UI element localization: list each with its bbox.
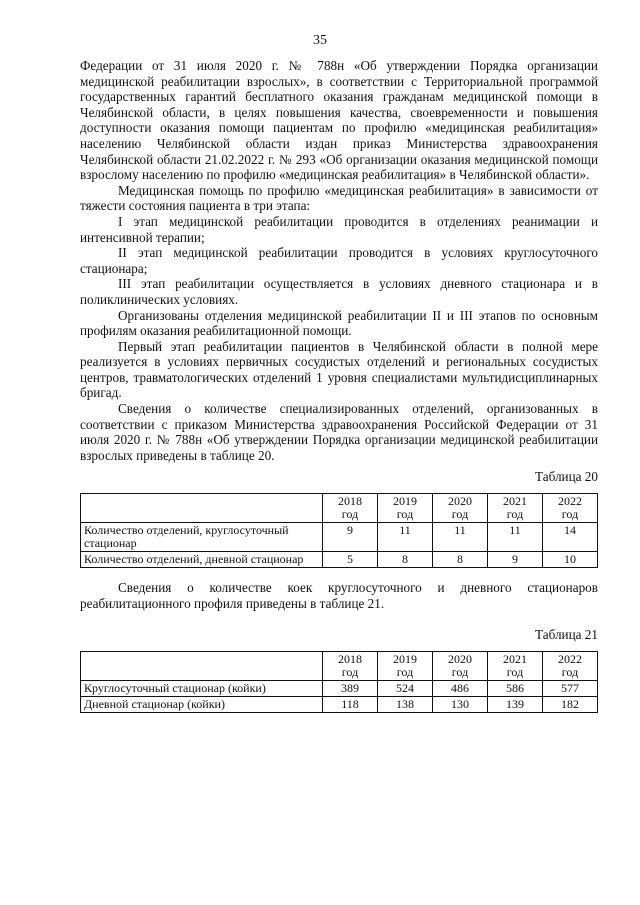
table-cell: 11: [433, 523, 488, 552]
table-20-corner-cell: [81, 494, 323, 523]
table-cell: 577: [543, 680, 598, 696]
paragraph-3: I этап медицинской реабилитации проводится в отделениях реанимации и интенсивной терапии;: [80, 213, 598, 245]
table-cell: 586: [488, 680, 543, 696]
table-row: [81, 552, 598, 568]
table-21-year-cell: 2019 год: [378, 651, 433, 680]
table-cell: 8: [378, 552, 433, 568]
table-20-year-cell: 2019 год: [378, 494, 433, 523]
paragraph-1: Федерации от 31 июля 2020 г. № 788н «Об утверждении Порядка организации медицинской реабилитации взрослых», в соответствии с Территориальной программой государственных гарантий бесплатного оказания гражданам медицинской помощи в Челябинской области, в целях повышения качества, своевременности и повышения доступности оказания помощи пациентам по профилю «медицинская реабилитация» населению Челябинской области издан приказ Министерства здравоохранения Челябинской области 21.02.2022 г. № 293 «Об организации оказания медицинской помощи взрослому населению по профилю «медицинская реабилитация» в Челябинской области».: [80, 58, 598, 183]
table-cell: 139: [488, 696, 543, 712]
table-20-caption: Таблица 20: [535, 469, 598, 485]
table-21-corner-cell: [81, 651, 323, 680]
row-label: Круглосуточный стационар (койки): [81, 680, 323, 696]
table-cell: 9: [323, 523, 378, 552]
table-cell: 5: [323, 552, 378, 568]
table-cell: 9: [488, 552, 543, 568]
paragraph-8: Сведения о количестве специализированных отделений, организованных в соответствии с приказом Министерства здравоохранения Российской Федерации от 31 июля 2020 г. № 788н «Об утверждении Порядка организации медицинской реабилитации взрослых приведены в таблице 20.: [80, 401, 598, 463]
row-label: Количество отделений, круглосуточный стационар: [81, 523, 323, 552]
table-21: [80, 651, 598, 713]
table-cell: 486: [433, 680, 488, 696]
table-21-year-cell: 2022 год: [543, 651, 598, 680]
row-label: Дневной стационар (койки): [81, 696, 323, 712]
table-cell: 10: [543, 552, 598, 568]
table-21-header-row: [81, 651, 598, 680]
table-cell: 182: [543, 696, 598, 712]
paragraph-mid: Сведения о количестве коек круглосуточного и дневного стационаров реабилитационного профиля приведены в таблице 21.: [80, 580, 598, 611]
row-label: Количество отделений, дневной стационар: [81, 552, 323, 568]
table-21-year-cell: 2020 год: [433, 651, 488, 680]
table-20: [80, 493, 598, 568]
table-20-year-cell: 2022 год: [543, 494, 598, 523]
table-cell: 138: [378, 696, 433, 712]
paragraph-7: Первый этап реабилитации пациентов в Челябинской области в полной мере реализуется в условиях первичных сосудистых отделений и региональных сосудистых центров, травматологических отделений 1 уровня специалистами мультидисциплинарных бригад.: [80, 338, 598, 401]
table-20-year-cell: 2020 год: [433, 494, 488, 523]
table-cell: 389: [323, 680, 378, 696]
paragraph-2: Медицинская помощь по профилю «медицинская реабилитация» в зависимости от тяжести состояния пациента в три этапа:: [80, 182, 598, 214]
paragraph-5: III этап реабилитации осуществляется в условиях дневного стационара и в поликлинических условиях.: [80, 276, 598, 307]
table-row: [81, 680, 598, 696]
table-cell: 524: [378, 680, 433, 696]
table-row: [81, 523, 598, 552]
table-20-year-cell: 2018 год: [323, 494, 378, 523]
table-cell: 14: [543, 523, 598, 552]
table-cell: 118: [323, 696, 378, 712]
table-20-header-row: [81, 494, 598, 523]
table-cell: 11: [488, 523, 543, 552]
table-cell: 8: [433, 552, 488, 568]
table-21-caption: Таблица 21: [535, 627, 598, 643]
page-number: 35: [313, 33, 327, 48]
table-21-year-cell: 2018 год: [323, 651, 378, 680]
table-row: [81, 696, 598, 712]
paragraph-6: Организованы отделения медицинской реабилитации II и III этапов по основным профилям оказания реабилитационной помощи.: [80, 307, 598, 339]
table-cell: 11: [378, 523, 433, 552]
table-20-year-cell: 2021 год: [488, 494, 543, 523]
table-cell: 130: [433, 696, 488, 712]
document-body: [80, 58, 598, 713]
paragraph-4: II этап медицинской реабилитации проводится в условиях круглосуточного стационара;: [80, 245, 598, 276]
table-21-year-cell: 2021 год: [488, 651, 543, 680]
